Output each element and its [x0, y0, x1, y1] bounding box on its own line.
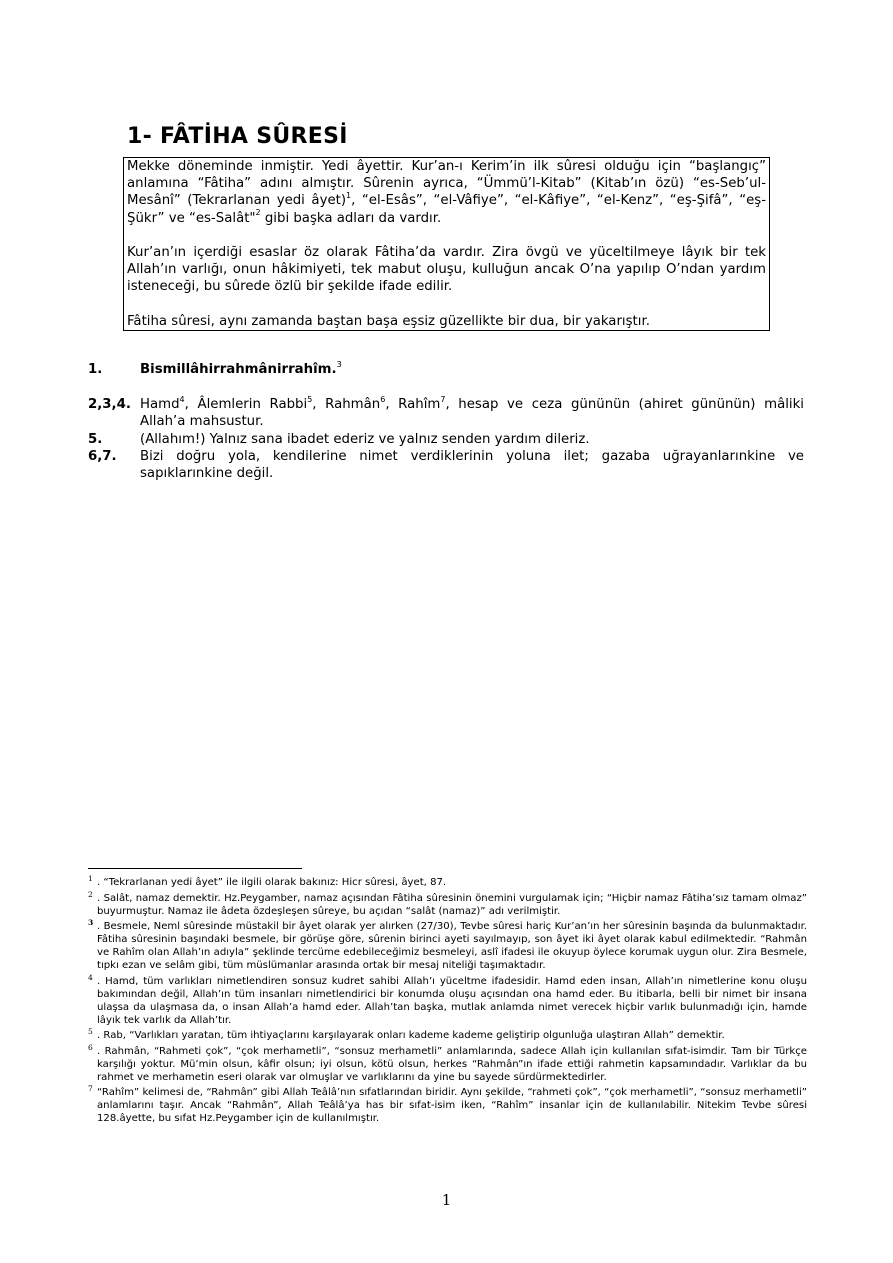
- footnote-text: . Hamd, tüm varlıkları nimetlendiren sonsuz kudret sahibi Allah’ı yüceltme ifadesidir. Hamd eden insan, Allah’ın nimetlerine konu oluşu bakımından değil, Allah’ın tüm insanları nimetlendirici bir konumda oluşu açısından ona hamd eder. Bu itibarla, belli bir nimet bir insana ulaşsa da ulaşmasa da, o insan Allah’a hamd eder. Allah’tan başka, mutlak anlamda nimet verecek hiçbir varlık bulunmadığı için, hamde lâyık tek varlık da Allah’tır.: [97, 975, 807, 1026]
- footnote-mark: 3: [88, 918, 94, 927]
- footnote-3: [88, 920, 807, 972]
- footnote-6: [88, 1042, 807, 1084]
- footnote-mark: 5: [88, 1027, 93, 1036]
- footnote-text: “Rahîm” kelimesi de, “Rahmân” gibi Allah Teâlâ’nın sıfatlarından biridir. Aynı şekilde, “rahmeti çok”, “çok merhametli”, “sonsuz merhametli” anlamlarını taşır. Ancak “Rahmân”, Allah Teâlâ’ya has bir sıfat-isim iken, “Rahîm” insanlar için de kullanılabilir. Nitekim Tevbe sûresi 128.âyette, bu sıfat Hz.Peygamber için de kullanılmıştır.: [97, 1087, 807, 1124]
- footnote-1: [88, 876, 807, 889]
- verse-text: Bismillâhirrahmânirrahîm.: [140, 362, 337, 377]
- footnote-text: . Besmele, Neml sûresinde müstakil bir âyet olarak yer alırken (27/30), Tevbe sûresi hariç Kur’an’ın her sûresinin başında da bulunmaktadır. Fâtiha sûresinin başındaki besmele, bir görüşe göre, sûrenin birinci ayeti sayılmayıp, son âyet iki âyet olarak kabul edilmektedir. “Rahmân ve Rahîm olan Allah’ın adıyla” şeklinde tercüme edebileceğimiz besmeleyi, aslî ifadesi ile okuyup öylece korumak uygun olur. Zira Besmele, tıpkı ezan ve selâm gibi, tüm müslümanlar arasında ortak bir mesaj niteliği taşımaktadır.: [97, 921, 807, 971]
- footnote-2: [88, 889, 807, 918]
- footnote-ref-1[interactable]: 1: [346, 190, 352, 200]
- footnote-ref-6[interactable]: 6: [380, 394, 386, 404]
- footnote-mark: 4: [88, 972, 93, 982]
- footnote-4: [88, 972, 807, 1027]
- footnote-7: [88, 1086, 807, 1125]
- verse-number: 2,3,4.: [88, 397, 131, 413]
- verse-number: 5.: [88, 431, 103, 447]
- footnote-ref-7[interactable]: 7: [440, 394, 446, 404]
- page-number: 1: [441, 1191, 452, 1209]
- footnote-5: [88, 1029, 807, 1042]
- verse-2-4: 2,3,4. Hamd$^4$, Âlemlerin Rabbi$^5$, Rahmân$^6$, Rahîm$^7$, hesap ve ceza gününün (ahiret gününün) mâliki Allah’a mahsustur.: [88, 394, 804, 430]
- footnotes: [88, 876, 807, 1128]
- intro-paragraph-3: Fâtiha sûresi, aynı zamanda baştan başa eşsiz güzellikte bir dua, bir yakarıştır.: [127, 313, 650, 329]
- verse-6-7: [88, 448, 804, 482]
- footnote-ref-3[interactable]: 3: [336, 359, 342, 369]
- intro-paragraph-2: Kur’an’ın içerdiği esaslar öz olarak Fâtiha’da vardır. Zira övgü ve yüceltilmeye lâyık bir tek Allah’ın varlığı, onun hâkimiyeti, tek mabut oluşu, kulluğun ancak O’na yapılıp O’ndan yardım isteneceği, bu sûrede özlü bir şekilde ifade edilir.: [127, 245, 766, 295]
- footnote-separator: [88, 868, 302, 869]
- verse-list: [88, 361, 804, 482]
- footnote-ref-5[interactable]: 5: [307, 394, 313, 404]
- footnote-mark: 6: [88, 1042, 93, 1052]
- footnote-ref-2[interactable]: 2: [255, 208, 261, 218]
- intro-paragraph-1: Mekke döneminde inmiştir. Yedi âyettir. Kur’an-ı Kerim’in ilk sûresi olduğu için “başlangıç” anlamına “Fâtiha” adını almıştır. Sûrenin ayrıca, “Ümmü’l-Kitab” (Kitab’ın özü) “es-Seb’ul-Mesânî” (Tekrarlanan yedi âyet)$^1$, “el-Esâs”, “el-Vâfiye”, “el-Kâfiye”, “el-Kenz”, “eş-Şifâ”, “eş-Şükr” ve “es-Salât"$^2$ gibi başka adları da vardır.: [127, 159, 766, 226]
- verse-text: (Allahım!) Yalnız sana ibadet ederiz ve yalnız senden yardım dileriz.: [140, 431, 590, 447]
- footnote-mark: 2: [88, 889, 93, 899]
- surah-title: 1- FÂTİHA SÛRESİ: [127, 124, 348, 149]
- footnote-text: . “Tekrarlanan yedi âyet” ile ilgili olarak bakınız: Hicr sûresi, âyet, 87.: [97, 877, 447, 888]
- verse-1: [88, 361, 804, 378]
- footnote-mark: 1: [88, 874, 93, 883]
- verse-number: 6,7.: [88, 448, 117, 464]
- verse-text: Bizi doğru yola, kendilerine nimet verdiklerinin yoluna ilet; gazaba uğrayanlarınkine ve sapıklarınkine değil.: [140, 448, 804, 482]
- footnote-mark: 7: [88, 1084, 93, 1093]
- footnote-text: . Rab, “Varlıkları yaratan, tüm ihtiyaçlarını karşılayarak onları kademe kademe geliştirip olgunluğa ulaştıran Allah” demektir.: [97, 1030, 725, 1041]
- intro-box: [123, 157, 770, 331]
- footnote-text: . Salât, namaz demektir. Hz.Peygamber, namaz açısından Fâtiha sûresinin önemini vurgulamak için; “Hiçbir namaz Fâtiha’sız tamam olmaz” buyurmuştur. Namaz ile âdeta özdeşleşen sûreye, bu açıdan “salât (namaz)” adı verilmiştir.: [97, 892, 807, 917]
- footnote-ref-4[interactable]: 4: [179, 394, 185, 404]
- verse-5: [88, 431, 804, 448]
- verse-number: 1.: [88, 362, 103, 377]
- footnote-text: . Rahmân, “Rahmeti çok”, “çok merhametli”, “sonsuz merhametli” anlamlarında, sadece Allah için kullanılan sıfat-isimdir. Tam bir Türkçe karşılığı yoktur. Mü’min olsun, kâfir olsun; iyi olsun, kötü olsun, herkes “Rahmân”ın ifade ettiği rahmetin kapsamındadır. Varlıklar da bu rahmet ve merhametin eseri olarak var olmuşlar ve varlıklarını da yine bu sayede sürdürmektedirler.: [97, 1045, 807, 1083]
